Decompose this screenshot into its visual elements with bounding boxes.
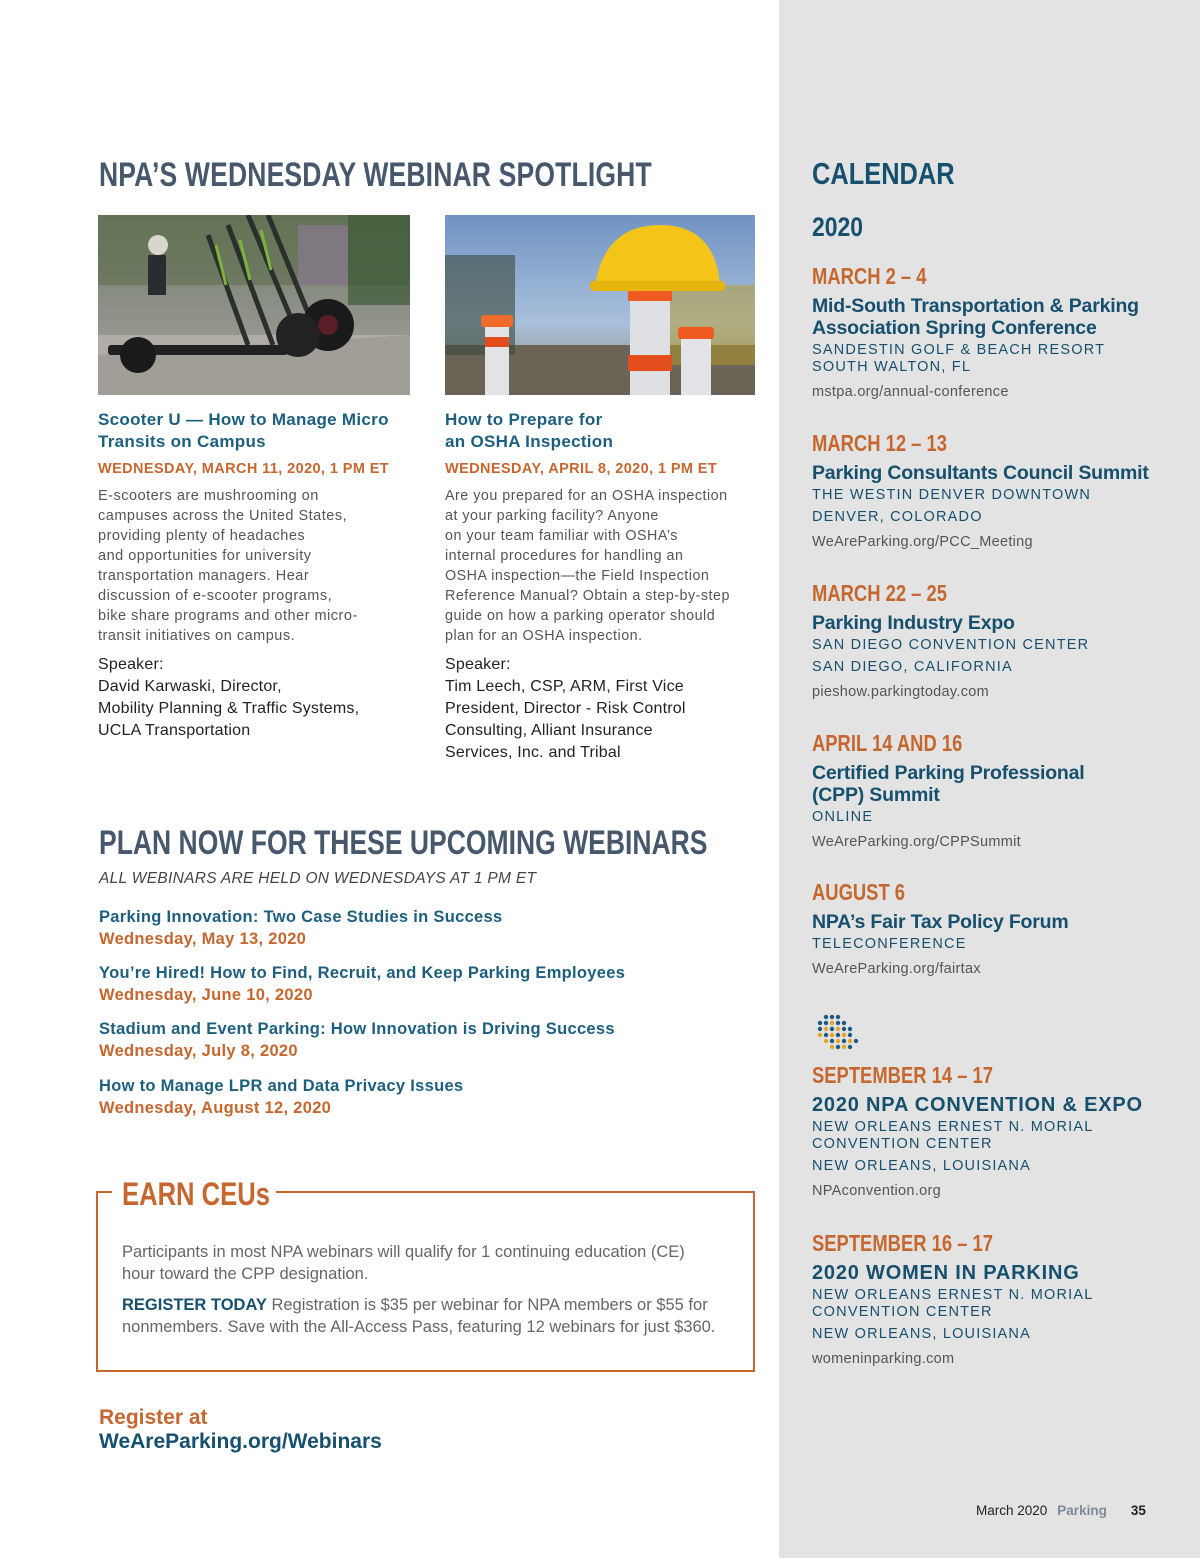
issue-date: March 2020	[976, 1503, 1048, 1518]
event-2-link[interactable]: WeAreParking.org/PCC_Meeting	[812, 534, 1033, 550]
webinar-2-title[interactable]: How to Prepare for an OSHA Inspection	[445, 410, 614, 451]
register-at-label: Register at	[99, 1406, 208, 1429]
calendar-event-7: SEPTEMBER 16 – 17 2020 WOMEN IN PARKING NEW ORLEANS ERNEST N. MORIAL CONVENTION CENTER NEW ORLEANS, LOUISIANA womeninparking.com	[812, 1230, 1182, 1367]
webinar-spotlight-1	[98, 409, 418, 742]
event-7-link[interactable]: womeninparking.com	[812, 1351, 955, 1367]
webinar-1-speaker: Speaker: David Karwaski, Director, Mobility Planning & Traffic Systems, UCLA Transportation	[98, 656, 360, 739]
upcoming-webinar-3[interactable]: Stadium and Event Parking: How Innovation is Driving Success Wednesday, July 8, 2020	[99, 1020, 615, 1060]
calendar-event-4: APRIL 14 AND 16 Certified Parking Professional (CPP) Summit ONLINE WeAreParking.org/CPPSummit	[812, 730, 1182, 850]
spotlight-title: NPA’S WEDNESDAY WEBINAR SPOTLIGHT	[99, 156, 652, 194]
calendar-year: 2020	[812, 212, 864, 242]
webinar-1-date: WEDNESDAY, MARCH 11, 2020, 1 PM ET	[98, 461, 390, 477]
webinar-2-description: Are you prepared for an OSHA inspection at your parking facility? Anyone on your team familiar with OSHA’s internal procedures for handling an OSHA inspection—the Field Inspection Reference Manual? Obtain a step-by-step guide on how a parking operator should plan for an OSHA inspection.	[445, 488, 730, 644]
webinar-1-description: E-scooters are mushrooming on campuses across the United States, providing plenty of headaches and opportunities for university transportation managers. Hear discussion of e-scooter programs, bike share programs and other micro- transit initiatives on campus.	[98, 488, 358, 644]
event-5-link[interactable]: WeAreParking.org/fairtax	[812, 961, 981, 977]
upcoming-webinar-2[interactable]: You’re Hired! How to Find, Recruit, and Keep Parking Employees Wednesday, June 10, 2020	[99, 964, 626, 1004]
register-today-label: REGISTER TODAY	[122, 1296, 267, 1314]
page-number: 35	[1130, 1503, 1146, 1518]
calendar-event-6: SEPTEMBER 14 – 17 2020 NPA CONVENTION & EXPO NEW ORLEANS ERNEST N. MORIAL CONVENTION CENTER NEW ORLEANS, LOUISIANA NPAconvention.org	[812, 1062, 1182, 1199]
webinar-1-title[interactable]: Scooter U — How to Manage Micro Transits on Campus	[98, 410, 389, 451]
event-6-link[interactable]: NPAconvention.org	[812, 1183, 941, 1199]
upcoming-webinar-4[interactable]: How to Manage LPR and Data Privacy Issues Wednesday, August 12, 2020	[99, 1077, 464, 1117]
event-3-link[interactable]: pieshow.parkingtoday.com	[812, 684, 990, 700]
calendar-event-3: MARCH 22 – 25 Parking Industry Expo SAN DIEGO CONVENTION CENTER SAN DIEGO, CALIFORNIA pieshow.parkingtoday.com	[812, 580, 1182, 700]
calendar-event-5: AUGUST 6 NPA’s Fair Tax Policy Forum TELECONFERENCE WeAreParking.org/fairtax	[812, 879, 1182, 977]
ceu-paragraph-2: REGISTER TODAY Registration is $35 per webinar for NPA members or $55 for nonmembers. Save with the All-Access Pass, featuring 12 webinars for just $360.	[122, 1296, 716, 1336]
webinar-2-date: WEDNESDAY, APRIL 8, 2020, 1 PM ET	[445, 461, 718, 477]
hardhat-photo	[445, 215, 755, 395]
upcoming-title: PLAN NOW FOR THESE UPCOMING WEBINARS	[99, 824, 708, 862]
npa-logo-icon	[812, 1012, 860, 1063]
event-1-link[interactable]: mstpa.org/annual-conference	[812, 384, 1009, 400]
webinar-spotlight-2	[445, 409, 765, 764]
page-footer	[976, 1503, 1146, 1518]
magazine-name: Parking	[1057, 1503, 1107, 1518]
calendar-title: CALENDAR	[812, 156, 955, 191]
scooter-photo	[98, 215, 410, 395]
calendar-event-2: MARCH 12 – 13 Parking Consultants Council Summit THE WESTIN DENVER DOWNTOWN DENVER, COLORADO WeAreParking.org/PCC_Meeting	[812, 430, 1182, 550]
event-4-link[interactable]: WeAreParking.org/CPPSummit	[812, 834, 1021, 850]
upcoming-webinar-1[interactable]: Parking Innovation: Two Case Studies in Success Wednesday, May 13, 2020	[99, 908, 503, 948]
upcoming-note: ALL WEBINARS ARE HELD ON WEDNESDAYS AT 1 PM ET	[99, 870, 537, 887]
webinar-2-speaker: Speaker: Tim Leech, CSP, ARM, First Vice President, Director - Risk Control Consulting, Alliant Insurance Services, Inc. and Tribal	[445, 656, 686, 761]
calendar-event-1: MARCH 2 – 4 Mid-South Transportation & Parking Association Spring Conference SANDESTIN GOLF & BEACH RESORT SOUTH WALTON, FL mstpa.org/annual-conference	[812, 263, 1182, 400]
ceu-paragraph-1: Participants in most NPA webinars will qualify for 1 continuing education (CE) hour toward the CPP designation.	[122, 1243, 685, 1283]
ceu-title: EARN CEUs	[122, 1176, 270, 1212]
register-link[interactable]: WeAreParking.org/Webinars	[99, 1430, 382, 1453]
